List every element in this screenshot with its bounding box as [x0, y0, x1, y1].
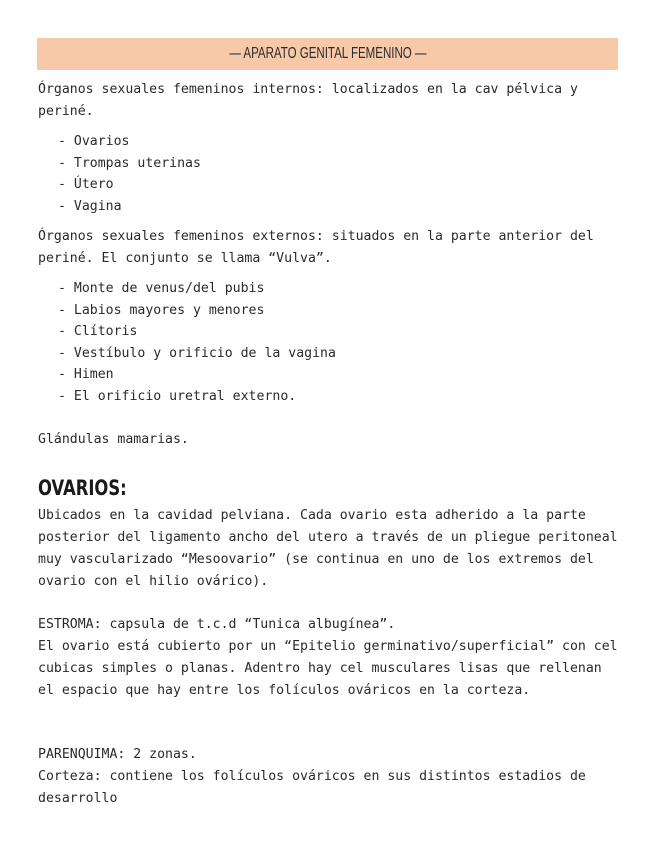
internal-organs-intro: Órganos sexuales femeninos internos: localizados en la cav pélvica y periné.: [38, 82, 586, 119]
ovarios-paragraph: Ubicados en la cavidad pelviana. Cada ovario esta adherido a la parte posterior del ligamento ancho del utero a través de un pliegue peritoneal muy vascularizado “Mesoovario” (se continua en uno de los extremos del ovario con el hilio ovárico).: [38, 508, 626, 589]
estroma-line: ESTROMA: capsula de t.c.d “Tunica albugínea”.: [38, 617, 396, 632]
external-organs-list: [58, 278, 336, 408]
ovarios-heading: OVARIOS:: [38, 476, 127, 500]
list-item: - El orificio uretral externo.: [58, 386, 336, 408]
internal-organs-list: [58, 131, 201, 217]
page-title: — APARATO GENITAL FEMENINO —: [228, 45, 427, 62]
list-item: - Himen: [58, 364, 336, 386]
external-organs-intro: Órganos sexuales femeninos externos: situados en la parte anterior del periné. El conjunto se llama “Vulva”.: [38, 229, 602, 266]
list-item: - Clítoris: [58, 321, 336, 343]
list-item: - Ovarios: [58, 131, 201, 153]
list-item: - Vagina: [58, 196, 201, 218]
list-item: - Monte de venus/del pubis: [58, 278, 336, 300]
list-item: - Útero: [58, 174, 201, 196]
list-item: - Labios mayores y menores: [58, 300, 336, 322]
corteza-paragraph: Corteza: contiene los folículos ováricos en sus distintos estadios de desarrollo: [38, 769, 594, 806]
parenquima-line: PARENQUIMA: 2 zonas.: [38, 747, 197, 762]
glandulas-line: Glándulas mamarias.: [38, 432, 189, 447]
list-item: - Trompas uterinas: [58, 153, 201, 175]
list-item: - Vestíbulo y orificio de la vagina: [58, 343, 336, 365]
estroma-paragraph: El ovario está cubierto por un “Epitelio germinativo/superficial” con cel cubicas simples o planas. Adentro hay cel musculares lisas que rellenan el espacio que hay entre los folículos ováricos en la corteza.: [38, 639, 626, 698]
title-banner: [37, 38, 618, 70]
